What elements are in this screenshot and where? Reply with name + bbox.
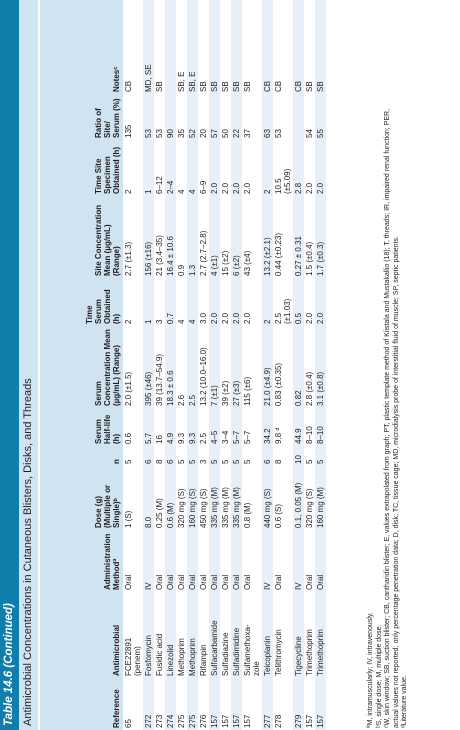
table-title-bar: [0, 0, 19, 730]
cell-half-life: 2.5: [198, 408, 209, 446]
cell-serum-concentration: 27 (±3): [231, 326, 242, 408]
cell-notes: [165, 0, 176, 94]
cell-site-concentration: 1.3: [187, 196, 198, 278]
cell-time-site: 2.0: [304, 140, 315, 196]
cell-time-site: 4: [176, 140, 187, 196]
cell-ratio: 55: [315, 94, 326, 140]
cell-time-site: 2.0: [242, 140, 262, 196]
concentration-table: [40, 0, 326, 730]
table-row: [187, 0, 198, 730]
cell-dose: 160 mg (S): [187, 466, 198, 530]
table-title: Table 14.6 (Continued): [3, 603, 15, 726]
cell-reference: 157: [242, 678, 262, 730]
cell-site-concentration: 21 (3.4–35): [154, 196, 165, 278]
cell-ratio: 22: [231, 94, 242, 140]
cell-ratio: 50: [220, 94, 231, 140]
cell-time-serum: 2.0: [242, 278, 262, 326]
cell-antimicrobial: Methoprim: [176, 592, 187, 678]
cell-serum-concentration: 7 (±1): [209, 326, 220, 408]
cell-n: 6: [262, 446, 273, 466]
cell-n: 5: [242, 446, 262, 466]
cell-ratio: 135: [123, 94, 143, 140]
cell-n: 5: [304, 446, 315, 466]
cell-half-life: 9.3: [176, 408, 187, 446]
cell-reference: 157: [304, 678, 315, 730]
cell-serum-concentration: 3.1 (±0.8): [315, 326, 326, 408]
table-row: [304, 0, 315, 730]
cell-time-site: 6–9: [198, 140, 209, 196]
cell-dose: 0.25 (M): [154, 466, 165, 530]
cell-notes: CB: [262, 0, 273, 94]
col-header-ratio: Ratio of Site/ Serum (%): [40, 94, 123, 140]
cell-n: 5: [209, 446, 220, 466]
table-row: [198, 0, 209, 730]
col-header-time-site: Time Site Specimen Obtained (h): [40, 140, 123, 196]
cell-reference: 273: [154, 678, 165, 730]
cell-site-concentration: 2.7 (2.7–2.8): [198, 196, 209, 278]
cell-antimicrobial: Linezolid: [165, 592, 176, 678]
col-header-half-life: Serum Half-life (h): [40, 408, 123, 446]
cell-ratio: 90: [165, 94, 176, 140]
cell-half-life: 8–10: [315, 408, 326, 446]
cell-dose: 320 mg (S): [176, 466, 187, 530]
cell-half-life: 4.9: [165, 408, 176, 446]
cell-ratio: 20: [198, 94, 209, 140]
cell-reference: 157: [220, 678, 231, 730]
cell-n: 6: [165, 446, 176, 466]
cell-site-concentration: 6 (±2): [231, 196, 242, 278]
table-row: [176, 0, 187, 730]
cell-administration: Oral: [198, 530, 209, 592]
cell-site-concentration: 156 (±16): [143, 196, 154, 278]
cell-ratio: 54: [304, 94, 315, 140]
cell-n: 6: [143, 446, 154, 466]
cell-ratio: [293, 94, 304, 140]
col-header-antimicrobial: Antimicrobial: [40, 592, 123, 678]
cell-dose: 440 mg (S): [262, 466, 273, 530]
cell-notes: SB: [198, 0, 209, 94]
cell-site-concentration: 4 (±1): [209, 196, 220, 278]
cell-time-site: 2.0: [220, 140, 231, 196]
cell-ratio: 53: [154, 94, 165, 140]
cell-notes: SB: [231, 0, 242, 94]
cell-time-serum: 3: [154, 278, 165, 326]
cell-notes: SB: [220, 0, 231, 94]
cell-ratio: 35: [176, 94, 187, 140]
cell-time-site: 2.0: [315, 140, 326, 196]
table-row: [165, 0, 176, 730]
cell-time-serum: 0.7: [165, 278, 176, 326]
cell-half-life: 5–7: [242, 408, 262, 446]
table-body: [123, 0, 326, 730]
cell-notes: SB: [154, 0, 165, 94]
cell-time-site: 2.0: [231, 140, 242, 196]
col-header-administration: Administration Methodª: [40, 530, 123, 592]
cell-dose: 320 mg (S): [304, 466, 315, 530]
cell-notes: SB: [304, 0, 315, 94]
cell-serum-concentration: 18.3 ± 0.6: [165, 326, 176, 408]
cell-dose: 335 mg (M): [209, 466, 220, 530]
cell-time-site: 10.5 (±5.09): [273, 140, 293, 196]
table-row: [242, 0, 262, 730]
cell-time-serum: 2.5 (±1.03): [273, 278, 293, 326]
cell-administration: Oral: [273, 530, 293, 592]
cell-serum-concentration: 39 (±2): [220, 326, 231, 408]
table-caption-bar: [19, 0, 38, 730]
cell-site-concentration: 13.2 (±2.1): [262, 196, 273, 278]
cell-serum-concentration: 2.8 (±0.4): [304, 326, 315, 408]
cell-antimicrobial: Sulfamethoxa- zole: [242, 592, 262, 678]
cell-time-serum: 2.0: [231, 278, 242, 326]
footnote-d: ᵈLiterature value.: [401, 675, 408, 728]
cell-n: 5: [315, 446, 326, 466]
cell-half-life: 9.8 ᵈ: [273, 408, 293, 446]
cell-dose: 335 mg (M): [220, 466, 231, 530]
table-row: [293, 0, 304, 730]
cell-reference: 157: [315, 678, 326, 730]
col-header-notes: Notesᶜ: [40, 0, 123, 94]
cell-time-site: 2: [262, 140, 273, 196]
cell-n: 5: [187, 446, 198, 466]
cell-administration: Oral: [154, 530, 165, 592]
table-row: [143, 0, 154, 730]
cell-administration: IV: [262, 530, 273, 592]
cell-notes: MD, SE: [143, 0, 154, 94]
cell-serum-concentration: 2.0 (±1.5): [123, 326, 143, 408]
cell-notes: SB: [315, 0, 326, 94]
cell-half-life: 9.3: [187, 408, 198, 446]
cell-time-site: 2–4: [165, 140, 176, 196]
cell-serum-concentration: 0.82: [293, 326, 304, 408]
cell-notes: CB: [123, 0, 143, 94]
cell-n: 5: [220, 446, 231, 466]
cell-antimicrobial: Trimethoprim: [304, 592, 315, 678]
col-header-dose: Dose (g) (Multiple or Single)ᵇ: [40, 466, 123, 530]
cell-serum-concentration: 2.6: [176, 326, 187, 408]
cell-site-concentration: 43 (±4): [242, 196, 262, 278]
cell-antimicrobial: Fusidic acid: [154, 592, 165, 678]
cell-administration: Oral: [123, 530, 143, 592]
cell-ratio: 37: [242, 94, 262, 140]
cell-time-site: 1: [143, 140, 154, 196]
cell-dose: 335 mg (M): [231, 466, 242, 530]
cell-site-concentration: 1.7 (±0.3): [315, 196, 326, 278]
cell-notes: SB, E: [187, 0, 198, 94]
cell-notes: CB: [273, 0, 293, 94]
cell-half-life: 16: [154, 408, 165, 446]
cell-serum-concentration: 21.0 (±4.9): [262, 326, 273, 408]
cell-dose: 1 (S): [123, 466, 143, 530]
table-row: [231, 0, 242, 730]
cell-reference: 157: [231, 678, 242, 730]
col-header-serum-concentration: Serum Concentration Mean (µg/mL) (Range): [40, 326, 123, 408]
cell-half-life: 4–5: [209, 408, 220, 446]
table-row: [123, 0, 143, 730]
cell-serum-concentration: 13.2 (10.0–16.0): [198, 326, 209, 408]
cell-n: 5: [231, 446, 242, 466]
cell-reference: 65: [123, 678, 143, 730]
cell-half-life: 34.2: [262, 408, 273, 446]
cell-n: 10: [293, 446, 304, 466]
cell-n: 8: [273, 446, 293, 466]
cell-time-site: 6–12: [154, 140, 165, 196]
cell-half-life: 5.7: [143, 408, 154, 446]
cell-reference: 276: [198, 678, 209, 730]
cell-reference: 275: [187, 678, 198, 730]
cell-administration: Oral: [315, 530, 326, 592]
cell-antimicrobial: Telithromycin: [273, 592, 293, 678]
cell-site-concentration: 0.44 (±0.23): [273, 196, 293, 278]
cell-dose: 450 mg (S): [198, 466, 209, 530]
cell-time-site: 2.8: [293, 140, 304, 196]
cell-reference: 157: [209, 678, 220, 730]
cell-time-serum: 4: [176, 278, 187, 326]
cell-time-serum: 2.0: [209, 278, 220, 326]
cell-half-life: 8–10: [304, 408, 315, 446]
cell-n: 5: [123, 446, 143, 466]
cell-site-concentration: 0.9: [176, 196, 187, 278]
cell-antimicrobial: Sulfadiazine: [220, 592, 231, 678]
cell-administration: Oral: [304, 530, 315, 592]
cell-n: 5: [176, 446, 187, 466]
cell-time-serum: 2: [262, 278, 273, 326]
table-row: [315, 0, 326, 730]
cell-ratio: 53: [273, 94, 293, 140]
cell-administration: Oral: [231, 530, 242, 592]
cell-half-life: 0.6: [123, 408, 143, 446]
footnote-b: ᵇS, single dose; M, multiple dose.: [375, 624, 383, 728]
cell-site-concentration: 0.27 ± 0.31: [293, 196, 304, 278]
footnote-a: ªM, intramuscularly; IV, intravenously.: [367, 612, 374, 728]
cell-administration: Oral: [187, 530, 198, 592]
cell-site-concentration: 2.7 (±1.3): [123, 196, 143, 278]
cell-n: 8: [154, 446, 165, 466]
cell-time-site: 4: [187, 140, 198, 196]
cell-reference: 279: [293, 678, 304, 730]
table-row: [220, 0, 231, 730]
table-row: [154, 0, 165, 730]
cell-time-site: 2.0: [209, 140, 220, 196]
header-row: [40, 0, 123, 730]
cell-antimicrobial: Methoprim: [187, 592, 198, 678]
footnotes: [367, 2, 410, 728]
cell-reference: 272: [143, 678, 154, 730]
cell-n: 3: [198, 446, 209, 466]
cell-antimicrobial: Tigecycline: [293, 592, 304, 678]
col-header-n: n: [40, 446, 123, 466]
footnote-c: ᶜW, skin window; SB, suction blister; CB, cantharidin blister; E, values extrapolated from graph; PT, plastic template method of Kiistala and Mustakallio (18); T, threads; IR, impaired renal function; PER,: [384, 108, 391, 728]
cell-time-site: 2: [123, 140, 143, 196]
cell-dose: 8.0: [143, 466, 154, 530]
cell-administration: Oral: [165, 530, 176, 592]
cell-antimicrobial: FCE22891 (penem): [123, 592, 143, 678]
cell-dose: 0.6 (S): [273, 466, 293, 530]
cell-serum-concentration: 39 (13.7–54.9): [154, 326, 165, 408]
cell-reference: 277: [262, 678, 273, 730]
cell-site-concentration: 15 (±2): [220, 196, 231, 278]
cell-administration: Oral: [242, 530, 262, 592]
cell-serum-concentration: 2.5: [187, 326, 198, 408]
cell-antimicrobial: Fosfomycin: [143, 592, 154, 678]
cell-time-serum: 2: [123, 278, 143, 326]
table-caption: Antimicrobial Concentrations in Cutaneous Blisters, Disks, and Threads: [22, 378, 34, 726]
cell-reference: 278: [273, 678, 293, 730]
cell-notes: SB: [209, 0, 220, 94]
cell-time-serum: 2.0: [315, 278, 326, 326]
col-header-site-concentration: Site Concentration Mean (µg/mL) (Range): [40, 196, 123, 278]
cell-notes: CB: [293, 0, 304, 94]
cell-reference: 274: [165, 678, 176, 730]
cell-half-life: 3–4: [220, 408, 231, 446]
cell-administration: Oral: [209, 530, 220, 592]
cell-dose: 0.1, 0.05 (M): [293, 466, 304, 530]
cell-notes: SB, E: [176, 0, 187, 94]
cell-ratio: 63: [262, 94, 273, 140]
cell-notes: SB: [242, 0, 262, 94]
table-row: [262, 0, 273, 730]
cell-time-serum: 1: [143, 278, 154, 326]
cell-antimicrobial: Rifampin: [198, 592, 209, 678]
cell-site-concentration: 1.5 (±0.4): [304, 196, 315, 278]
cell-time-serum: 2.0: [220, 278, 231, 326]
cell-time-serum: 4: [187, 278, 198, 326]
footnote-c-cont: actual values not reported, only percentage penetration data; D, disk; TC, tissue cage; MD, microdialysis probe of interstitial fluid of muscle; SP, septic patients.: [392, 236, 400, 728]
cell-time-serum: 2.0: [304, 278, 315, 326]
cell-antimicrobial: Sulfadimidine: [231, 592, 242, 678]
cell-reference: 275: [176, 678, 187, 730]
col-header-time-serum: Time Serum Obtained (h): [40, 278, 123, 326]
cell-dose: 0.6 (M): [165, 466, 176, 530]
table-row: [273, 0, 293, 730]
table-row: [209, 0, 220, 730]
cell-antimicrobial: Teicoplanin: [262, 592, 273, 678]
cell-antimicrobial: Sulfacarbamide: [209, 592, 220, 678]
cell-dose: 0.8 (M): [242, 466, 262, 530]
cell-time-serum: 3.0: [198, 278, 209, 326]
cell-serum-concentration: 115 (±6): [242, 326, 262, 408]
cell-site-concentration: 16.4 ± 10.6: [165, 196, 176, 278]
cell-serum-concentration: 0.83 (±0.35): [273, 326, 293, 408]
cell-half-life: 44.9: [293, 408, 304, 446]
cell-ratio: 57: [209, 94, 220, 140]
cell-administration: Oral: [176, 530, 187, 592]
cell-administration: IV: [293, 530, 304, 592]
col-header-reference: Reference: [40, 678, 123, 730]
cell-administration: Oral: [220, 530, 231, 592]
cell-half-life: 5–7: [231, 408, 242, 446]
cell-time-serum: 0.5: [293, 278, 304, 326]
cell-administration: IV: [143, 530, 154, 592]
cell-serum-concentration: 395 (±46): [143, 326, 154, 408]
cell-dose: 160 mg (M): [315, 466, 326, 530]
cell-antimicrobial: Trimethoprim: [315, 592, 326, 678]
cell-ratio: 52: [187, 94, 198, 140]
cell-ratio: 53: [143, 94, 154, 140]
